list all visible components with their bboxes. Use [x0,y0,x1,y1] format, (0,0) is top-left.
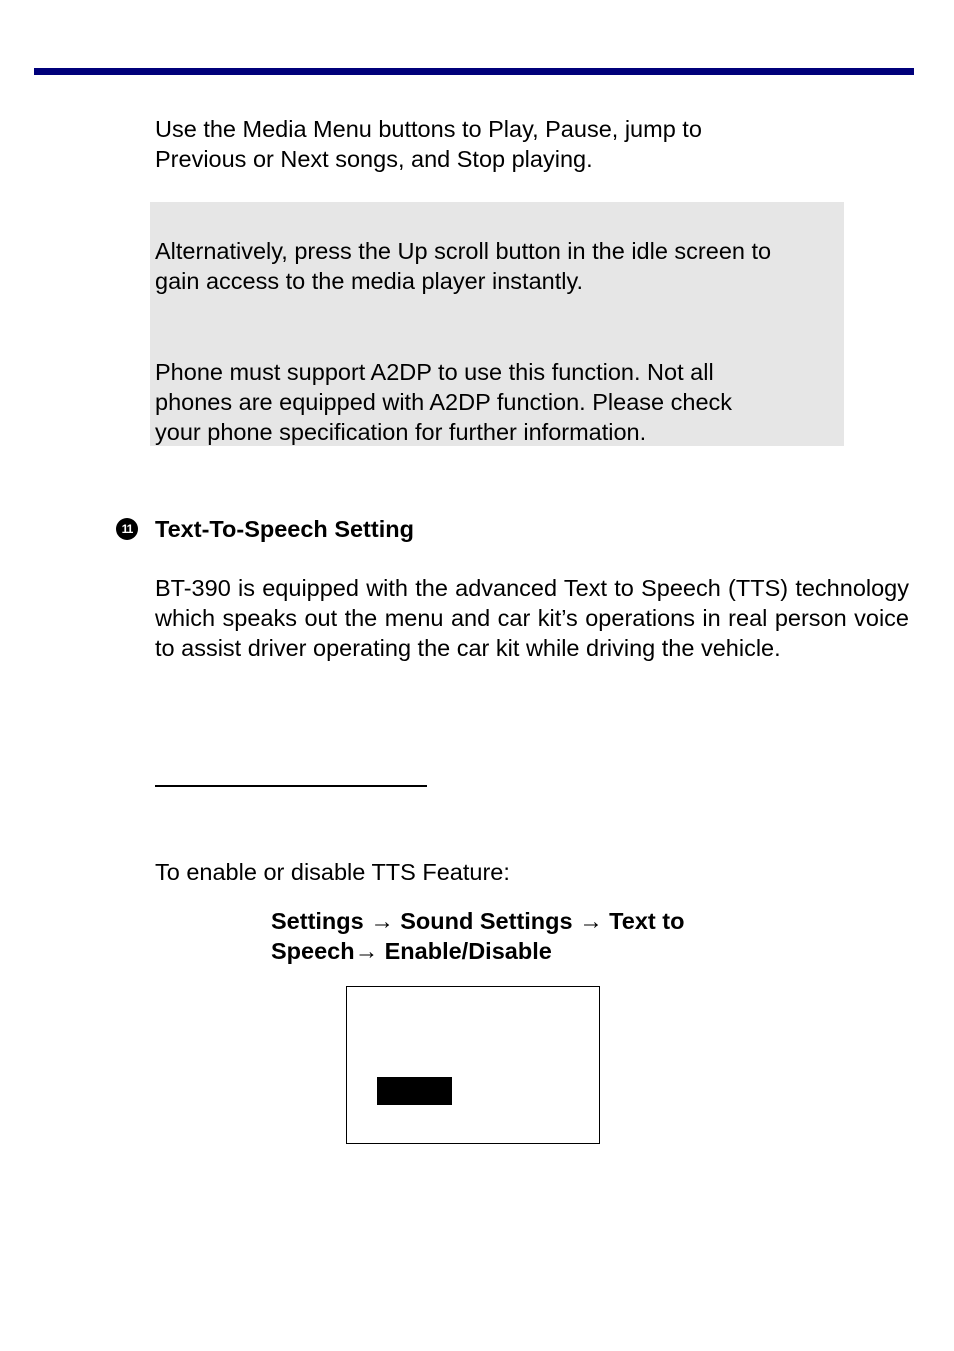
menu-path-line2: Speech→ Enable/Disable [271,938,552,964]
display-screen [346,986,600,1144]
menu-path [271,906,684,966]
section-number-icon: 11 [116,518,138,540]
a2dp-line3: your phone specification for further information. [155,419,647,445]
a2dp-line2: phones are equipped with A2DP function. Please check [155,389,733,415]
a2dp-line1: Phone must support A2DP to use this function. Not all [155,359,714,385]
section-title: Text-To-Speech Setting [155,516,414,542]
tip-line1: Alternatively, press the Up scroll button in the idle screen to [155,238,772,264]
media-intro-line1: Use the Media Menu buttons to Play, Pause, jump to [155,116,702,142]
tip-note [155,236,771,296]
blank-underline [155,785,427,787]
header-rule [34,68,914,75]
media-menu-intro [155,114,702,174]
display-highlight-bar [377,1077,452,1105]
media-intro-line2: Previous or Next songs, and Stop playing. [155,146,593,172]
instructions-lead: To enable or disable TTS Feature: [155,859,510,885]
tip-line2: gain access to the media player instantly. [155,268,584,294]
a2dp-note [155,357,732,447]
tts-description: BT-390 is equipped with the advanced Text to Speech (TTS) technology which speaks out the menu and car kit’s operations in real person voice to assist driver operating the car kit while driving the vehicle. [155,575,909,661]
menu-path-line1: Settings → Sound Settings → Text to [271,908,685,934]
